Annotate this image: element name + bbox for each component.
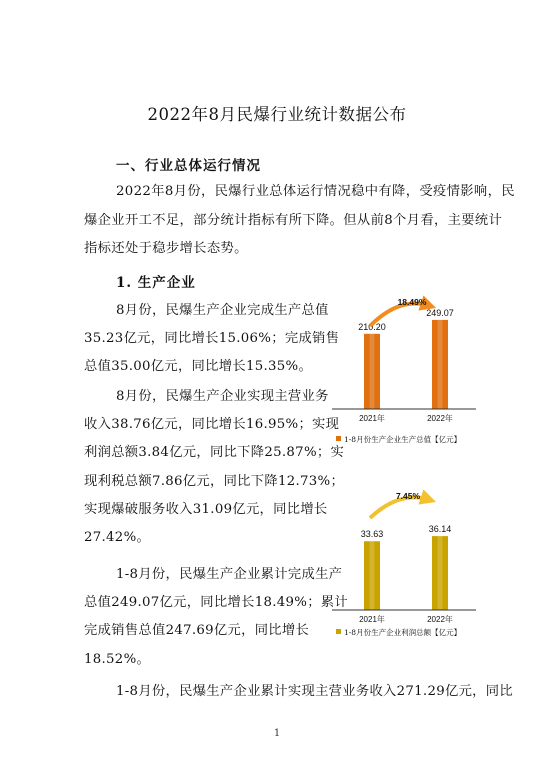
paragraph-line: 指标还处于稳步增长态势。 [84, 241, 248, 256]
paragraph-line: 总值249.07亿元，同比增长18.49%；累计 [84, 595, 348, 611]
paragraph-line: 8月份，民爆生产企业实现主营业务 [116, 389, 329, 404]
legend-swatch [336, 629, 341, 634]
page-number: 1 [273, 728, 281, 739]
paragraph-line: 18.52%。 [84, 651, 151, 667]
production-output-paragraph [84, 297, 339, 382]
category-label: 2021年 [359, 414, 385, 423]
bar-value-label: 33.63 [360, 529, 384, 540]
category-label: 2021年 [359, 615, 385, 624]
bar-highlight [438, 536, 443, 610]
legend-label: 1-8月份生产企业利润总额【亿元】 [344, 628, 462, 637]
paragraph-line: 爆企业开工不足，部分统计指标有所下降。但从前8个月看，主要统计 [84, 212, 503, 228]
category-label: 2022年 [427, 615, 453, 624]
paragraph-line: 利润总额3.84亿元，同比下降25.87%；实 [84, 445, 345, 461]
bar-highlight [370, 334, 375, 409]
bar-highlight [370, 541, 375, 610]
output-value-chart [330, 286, 480, 446]
growth-label: 7.45% [395, 491, 421, 501]
paragraph-line: 收入38.76亿元，同比增长16.95%；实现 [84, 417, 340, 433]
bar-value-label: 249.07 [426, 307, 454, 318]
section-heading-overall: 一、行业总体运行情况 [116, 158, 261, 174]
bar-value-label: 210.20 [358, 321, 386, 332]
paragraph-line: 实现爆破服务收入31.09亿元，同比增长 [84, 501, 328, 517]
production-cumulative-paragraph [84, 561, 348, 674]
legend-label: 1-8月份生产企业生产总值【亿元】 [344, 435, 462, 444]
production-revenue-paragraph [84, 383, 344, 552]
growth-label: 18.49% [397, 297, 427, 307]
bar-value-label: 36.14 [428, 524, 452, 535]
paragraph-line: 完成销售总值247.69亿元，同比增长 [84, 623, 310, 639]
paragraph-line: 现利税总额7.86亿元，同比下降12.73%； [84, 473, 345, 489]
paragraph-line: 35.23亿元，同比增长15.06%；完成销售 [84, 331, 340, 347]
page-title: 2022年8月民爆行业统计数据公布 [147, 105, 407, 124]
paragraph-line: 总值35.00亿元，同比增长15.35%。 [84, 359, 313, 375]
paragraph-line: 2022年8月份，民爆行业总体运行情况稳中有降，受疫情影响，民 [116, 184, 515, 199]
bar-highlight [438, 320, 443, 409]
profit-total-chart [330, 488, 480, 643]
category-label: 2022年 [427, 414, 453, 423]
section-overall-paragraph [84, 178, 515, 264]
paragraph-line: 1-8月份，民爆生产企业累计完成生产 [116, 567, 343, 582]
paragraph-line: 27.42%。 [84, 530, 151, 546]
subsection-heading-production: 1. 生产企业 [116, 275, 196, 291]
paragraph-line: 8月份，民爆生产企业完成生产总值 [116, 303, 329, 318]
production-main-revenue-line: 1-8月份，民爆生产企业累计实现主营业务收入271.29亿元，同比 [116, 684, 513, 699]
legend-swatch [336, 436, 341, 441]
